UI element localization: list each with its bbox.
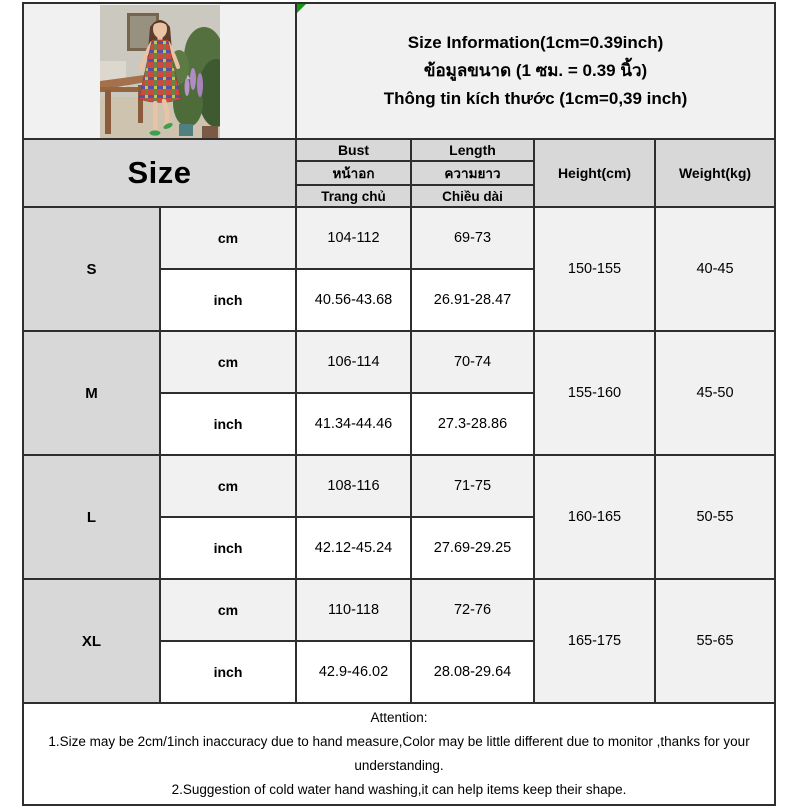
attention-note-1: 1.Size may be 2cm/1inch inaccuracy due to hand measure,Color may be little different due to monitor ,thanks for your understanding. [48,734,750,773]
unit-label-inch: inch [160,517,296,579]
height-value: 155-160 [534,331,655,455]
size-label-xl: XL [23,579,160,703]
weight-value: 55-65 [655,579,775,703]
unit-label-cm: cm [160,207,296,269]
col-header-height: Height(cm) [534,139,655,207]
col-header-bust-vi: Trang chủ [296,185,411,207]
size-chart-sheet [22,2,776,806]
product-photo [23,3,296,139]
height-value: 165-175 [534,579,655,703]
length-cm-value: 71-75 [411,455,534,517]
unit-label-cm: cm [160,579,296,641]
col-header-length-vi: Chiều dài [411,185,534,207]
title-line-th: ข้อมูลขนาด (1 ซม. = 0.39 นิ้ว) [423,61,648,80]
unit-label-inch: inch [160,641,296,703]
unit-label-cm: cm [160,455,296,517]
product-photo-illustration [100,5,220,138]
unit-label-inch: inch [160,269,296,331]
size-label-m: M [23,331,160,455]
size-table [22,2,776,806]
attention-section [23,703,775,805]
col-header-length-th: ความยาว [411,161,534,185]
size-label-l: L [23,455,160,579]
col-header-length-en: Length [411,139,534,161]
title-cell [296,3,775,139]
unit-label-inch: inch [160,393,296,455]
attention-note-2: 2.Suggestion of cold water hand washing,it can help items keep their shape. [171,782,627,797]
title-line-en: Size Information(1cm=0.39inch) [407,33,664,52]
bust-inch-value: 40.56-43.68 [296,269,411,331]
length-cm-value: 70-74 [411,331,534,393]
length-inch-value: 26.91-28.47 [411,269,534,331]
length-inch-value: 28.08-29.64 [411,641,534,703]
col-header-bust-th: หน้าอก [296,161,411,185]
height-value: 150-155 [534,207,655,331]
size-label-s: S [23,207,160,331]
attention-title: Attention: [370,710,428,725]
title-line-vi: Thông tin kích thước (1cm=0,39 inch) [383,89,688,108]
comment-marker-icon [297,4,306,13]
weight-value: 50-55 [655,455,775,579]
length-inch-value: 27.69-29.25 [411,517,534,579]
bust-inch-value: 42.9-46.02 [296,641,411,703]
unit-label-cm: cm [160,331,296,393]
bust-cm-value: 110-118 [296,579,411,641]
bust-inch-value: 42.12-45.24 [296,517,411,579]
bust-cm-value: 106-114 [296,331,411,393]
bust-cm-value: 104-112 [296,207,411,269]
height-value: 160-165 [534,455,655,579]
bust-inch-value: 41.34-44.46 [296,393,411,455]
weight-value: 40-45 [655,207,775,331]
length-cm-value: 69-73 [411,207,534,269]
col-header-bust-en: Bust [296,139,411,161]
length-cm-value: 72-76 [411,579,534,641]
length-inch-value: 27.3-28.86 [411,393,534,455]
col-header-weight: Weight(kg) [655,139,775,207]
weight-value: 45-50 [655,331,775,455]
col-header-size: Size [23,139,296,207]
bust-cm-value: 108-116 [296,455,411,517]
